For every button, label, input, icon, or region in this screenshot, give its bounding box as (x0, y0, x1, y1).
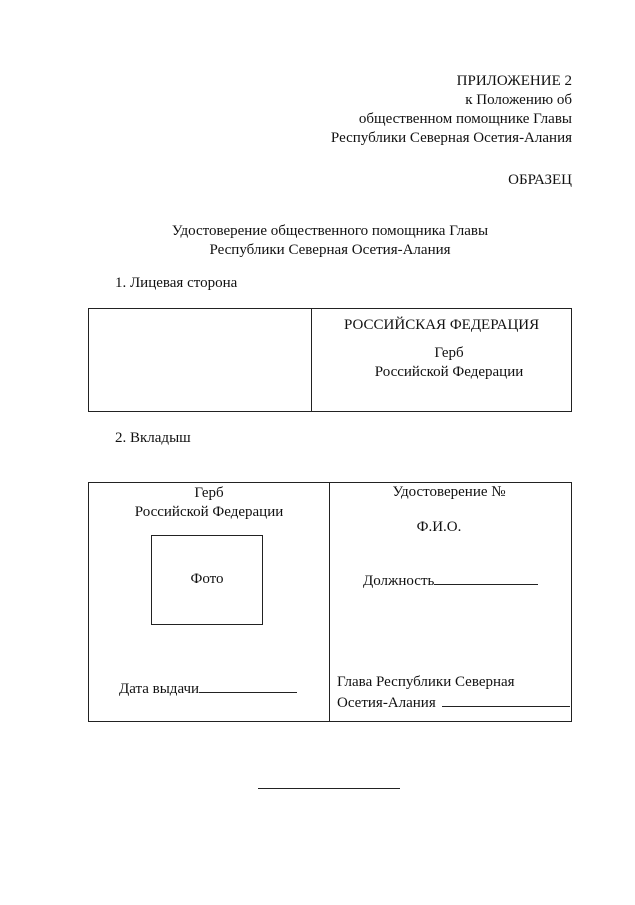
insert-box (88, 482, 572, 722)
position-blank (434, 570, 538, 585)
issue-date-blank (199, 678, 297, 693)
insert-divider (329, 483, 330, 721)
issue-date-label: Дата выдачи (119, 681, 200, 697)
photo-label: Фото (190, 571, 224, 587)
position-label: Должность (363, 573, 435, 589)
insert-emblem (109, 484, 309, 522)
signer-line (337, 692, 570, 713)
signer-block (337, 673, 570, 713)
signer-region: Осетия-Алания (337, 695, 436, 711)
appendix-header (212, 72, 572, 148)
cover-emblem (349, 344, 549, 382)
photo-placeholder (151, 535, 263, 625)
appendix-title: ПРИЛОЖЕНИЕ 2 (456, 73, 572, 89)
document-title-line: Удостоверение общественного помощника Главы (171, 223, 489, 239)
issue-date-field (119, 678, 297, 698)
cover-box (88, 308, 572, 412)
signer-line: Глава Республики Северная (337, 674, 515, 690)
appendix-line: общественном помощнике Главы (358, 111, 572, 127)
signature-blank (442, 692, 570, 707)
section1-heading: 1. Лицевая сторона (115, 275, 238, 291)
name-label: Ф.И.О. (416, 519, 462, 535)
position-field (363, 570, 538, 590)
section2-heading: 2. Вкладыш (115, 430, 191, 446)
emblem-label: Герб (194, 485, 224, 501)
cover-country: РОССИЙСКАЯ ФЕДЕРАЦИЯ (344, 317, 540, 333)
emblem-label: Российской Федерации (374, 364, 524, 380)
document-title-line: Республики Северная Осетия-Алания (209, 242, 451, 258)
cover-divider (311, 309, 312, 411)
appendix-line: Республики Северная Осетия-Алания (330, 130, 572, 146)
closing-separator (258, 788, 400, 789)
certificate-number: Удостоверение № (392, 484, 506, 500)
emblem-label: Российской Федерации (134, 504, 284, 520)
emblem-label: Герб (434, 345, 464, 361)
sample-label: ОБРАЗЕЦ (508, 172, 572, 188)
appendix-line: к Положению об (465, 92, 572, 108)
document-title (130, 222, 530, 260)
